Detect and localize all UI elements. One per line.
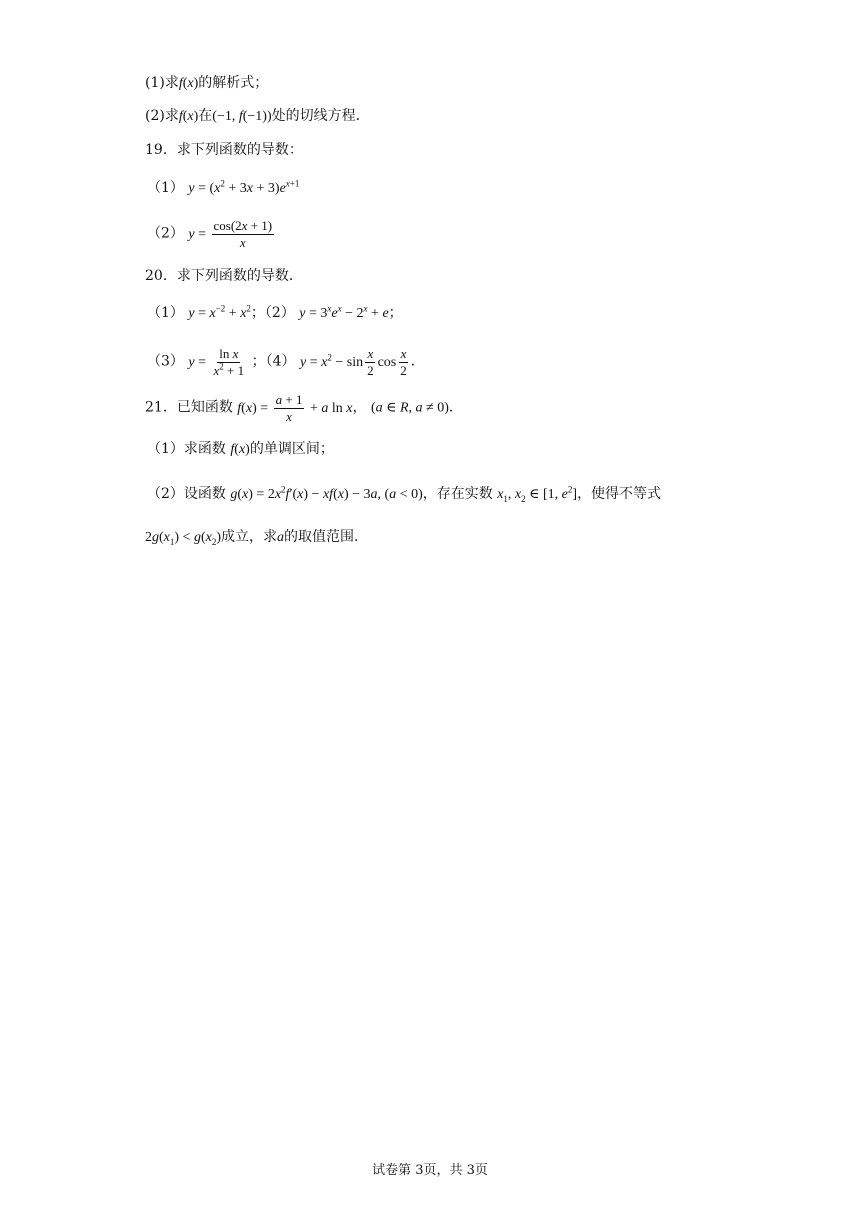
q20-part1-2: （1） $y = x^{-2} + x^2$；（2） $y = 3^xe^x - 2^x + e$； xyxy=(147,303,403,321)
q21-title: 21．已知函数 f(x) = $\frac{a + 1}{x}$ + a ln x， (a ∈ R, a ≠ 0)． xyxy=(145,392,463,424)
math-expr: $y = x^2 - \sin$ $\frac{x}{2}$ cos $\frac{x}{2}$ xyxy=(300,346,407,378)
math-fx: f(x) xyxy=(178,109,199,124)
math-fx: f(x) xyxy=(178,76,199,91)
math-expr: $y = 3^xe^x - 2^x + e$ xyxy=(299,303,389,321)
q20-title: 20．求下列函数的导数． xyxy=(145,268,303,284)
q21-part2-cont: $2g(x_1) < g(x_2)$成立，求a的取值范围． xyxy=(145,529,369,547)
page-footer: 试卷第 3页，共 3页 xyxy=(372,1163,488,1178)
q19-title: 19．求下列函数的导数： xyxy=(145,142,303,158)
q19-part2: （2） y = $\frac{\cos(2x + 1)}{x}$ xyxy=(147,218,276,251)
q21-part1: （1）求函数 f(x)的单调区间； xyxy=(147,441,334,457)
math-var-a: a xyxy=(277,530,285,545)
math-point: (−1, f(−1)) xyxy=(212,109,272,124)
math-expr: $g(x) = 2x^2f'(x) - xf(x) - 3a$, (a < 0) xyxy=(230,484,423,502)
q18-part1: (1)求f(x)的解析式； xyxy=(145,75,269,91)
q18-part2: (2)求f(x)在(−1, f(−1))处的切线方程． xyxy=(145,108,370,124)
q21-part2: （2）设函数 $g(x) = 2x^2f'(x) - xf(x) - 3a$, (a < 0)，存在实数 $x_1$, $x_2$ ∈ [1, $e^2$]，使得不等式 xyxy=(147,484,662,504)
math-condition: (a ∈ R, a ≠ 0) xyxy=(370,400,449,416)
math-expr: y = $\frac{\text{ln x}}{x^2 + 1}$ xyxy=(188,346,245,378)
q20-part3-4: （3） y = $\frac{\text{ln x}}{x^2 + 1}$ ；（4） $y = x^2 - \sin$ $\frac{x}{2}$ cos $\frac{x}{2}$ ． xyxy=(147,346,425,378)
math-expr: $y = (x^2 + 3x + 3)e^{x+1}$ xyxy=(188,178,300,196)
math-expr: $x_1$, $x_2$ ∈ [1, $e^2$] xyxy=(497,484,578,504)
math-fx: f(x) xyxy=(230,442,250,457)
math-expr: f(x) = $\frac{a + 1}{x}$ + a ln x xyxy=(237,392,353,424)
q19-part1: （1） $y = (x^2 + 3x + 3)e^{x+1}$ xyxy=(147,178,300,196)
math-expr: $2g(x_1) < g(x_2)$ xyxy=(145,530,222,547)
math-expr: $y = x^{-2} + x^2$ xyxy=(188,303,251,321)
math-expr: y = $\frac{\cos(2x + 1)}{x}$ xyxy=(188,218,273,250)
